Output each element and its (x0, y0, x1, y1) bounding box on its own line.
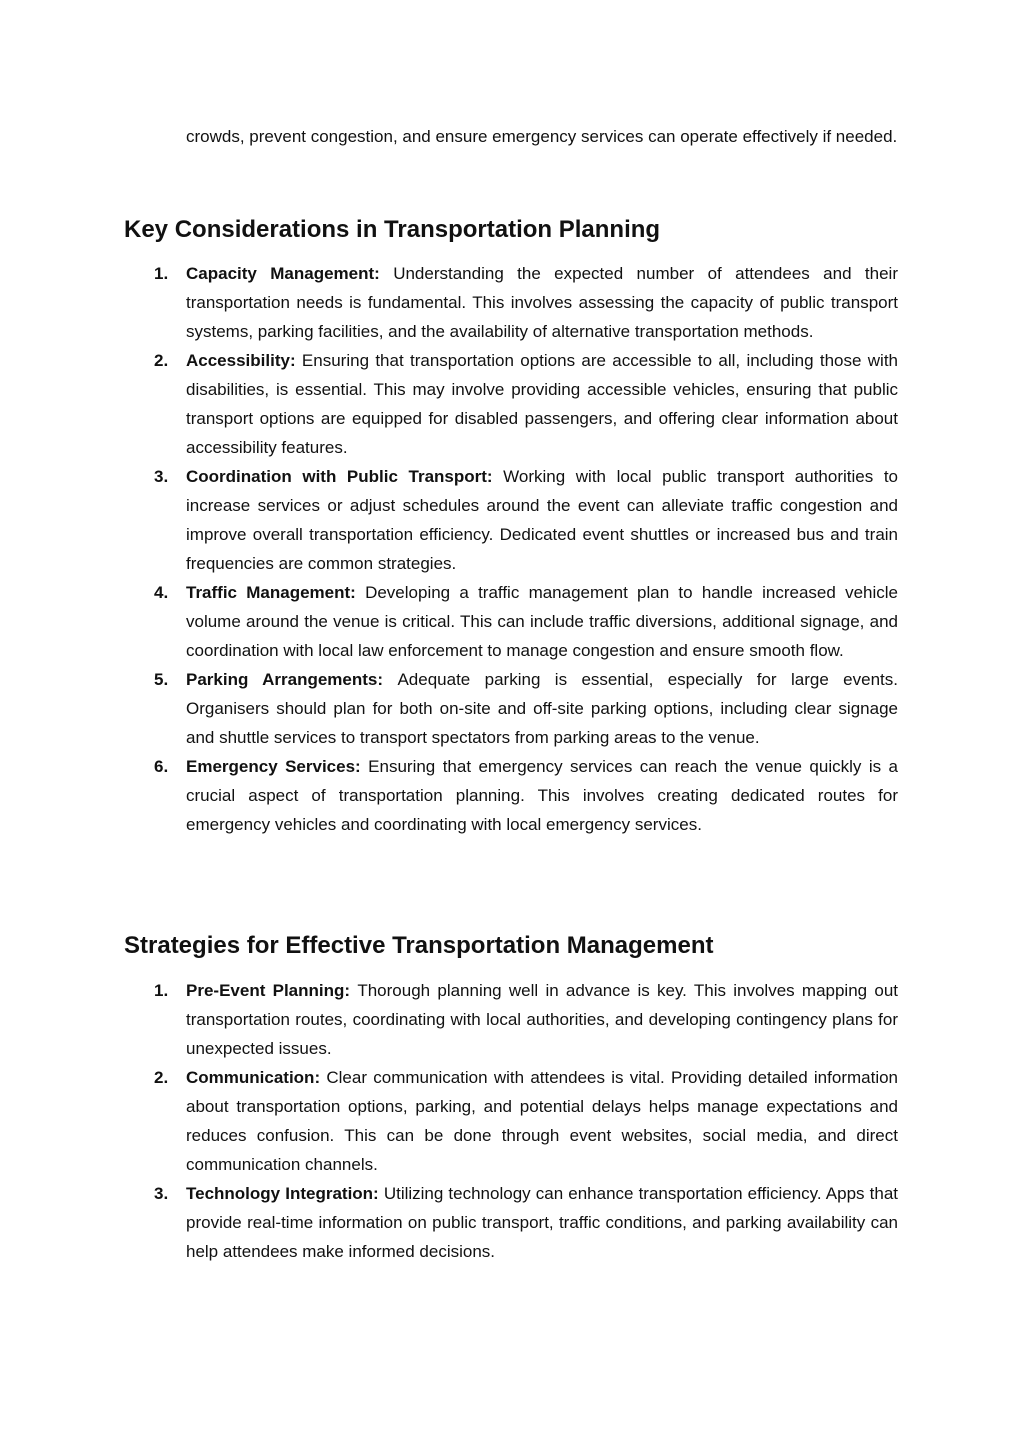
list-item (140, 462, 898, 578)
list-item-number: 4. (154, 583, 169, 602)
list-item (140, 578, 898, 665)
list-item-number: 2. (154, 1068, 169, 1087)
list-item-term: Traffic Management: (186, 583, 366, 602)
section-heading-strategies: Strategies for Effective Transportation Management (124, 932, 714, 959)
list-item-text: Utilizing technology can enhance transportation efficiency. Apps that provide real-time information on public transport, traffic conditions, and parking availability can help attendees make informed decisions. (186, 1184, 898, 1261)
list-item-term: Technology Integration: (186, 1184, 384, 1203)
list-item-text: Understanding the expected number of attendees and their transportation needs is fundamental. This involves assessing the capacity of public transport systems, parking facilities, and the availability of alternative transportation methods. (186, 264, 898, 341)
list-item-text: Adequate parking is essential, especially for large events. Organisers should plan for both on-site and off-site parking options, including clear signage and shuttle services to transport spectators from parking areas to the venue. (186, 670, 898, 747)
list-item-number: 3. (154, 1184, 169, 1203)
list-item-number: 1. (154, 981, 169, 1000)
list-item-term: Coordination with Public Transport: (186, 467, 504, 486)
list-item (140, 752, 898, 839)
section-heading-key-considerations: Key Considerations in Transportation Planning (124, 216, 661, 243)
list-item-text: Ensuring that emergency services can reach the venue quickly is a crucial aspect of transportation planning. This involves creating dedicated routes for emergency vehicles and coordinating with local emergency services. (186, 757, 898, 834)
list-item-number: 1. (154, 264, 169, 283)
list-item (140, 259, 898, 346)
list-item (140, 346, 898, 462)
list-item (140, 976, 898, 1063)
list-item-term: Accessibility: (186, 351, 302, 370)
list-item-term: Capacity Management: (186, 264, 394, 283)
list-item-number: 3. (154, 467, 169, 486)
list-item-term: Communication: (186, 1068, 327, 1087)
list-item-text: Working with local public transport authorities to increase services or adjust schedules around the event can alleviate traffic congestion and improve overall transportation efficiency. Dedicated event shuttles or increased bus and train frequencies are common strategies. (186, 467, 898, 573)
strategies-list (140, 976, 898, 1266)
list-item (140, 1063, 898, 1179)
intro-paragraph: crowds, prevent congestion, and ensure emergency services can operate effectively if needed. (186, 127, 898, 146)
list-item-term: Emergency Services: (186, 757, 369, 776)
list-item-text: Thorough planning well in advance is key. This involves mapping out transportation routes, coordinating with local authorities, and developing contingency plans for unexpected issues. (186, 981, 899, 1058)
list-item-text: Clear communication with attendees is vital. Providing detailed information about transportation options, parking, and potential delays helps manage expectations and reduces confusion. This can be done through event websites, social media, and direct communication channels. (186, 1068, 899, 1174)
list-item-term: Parking Arrangements: (186, 670, 398, 689)
list-item-text: Ensuring that transportation options are accessible to all, including those with disabilities, is essential. This may involve providing accessible vehicles, ensuring that public transport options are equipped for disabled passengers, and offering clear information about accessibility features. (186, 351, 898, 457)
list-item (140, 665, 898, 752)
list-item-number: 5. (154, 670, 169, 689)
list-item (140, 1179, 898, 1266)
list-item-term: Pre-Event Planning: (186, 981, 358, 1000)
list-item-number: 2. (154, 351, 169, 370)
list-item-text: Developing a traffic management plan to handle increased vehicle volume around the venue is critical. This can include traffic diversions, additional signage, and coordination with local law enforcement to manage congestion and ensure smooth flow. (186, 583, 898, 660)
key-considerations-list (140, 259, 898, 839)
list-item-number: 6. (154, 757, 169, 776)
